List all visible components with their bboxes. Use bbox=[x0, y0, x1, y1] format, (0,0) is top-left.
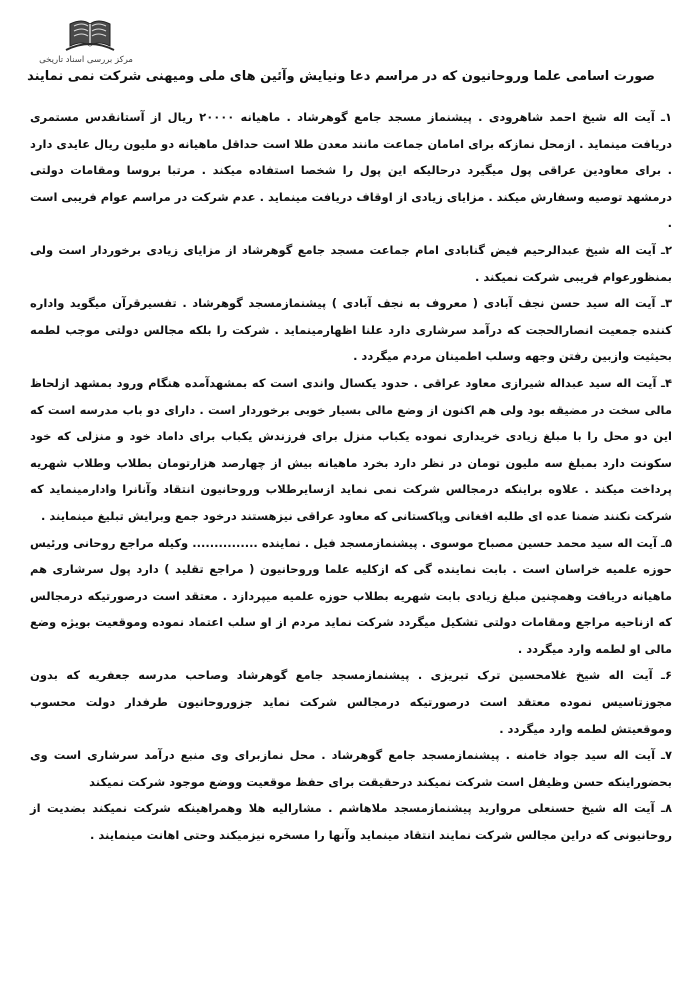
paragraph-1: ۱ـ آیت اله شیخ احمد شاهرودی . پیشنماز مسجد جامع گوهرشاد . ماهیانه ۲۰۰۰۰ ریال از آستانقدس مستمری دریافت مینماید . ازمحل نمازکه برای امامان جماعت مانند معدن طلا است حداقل ماهیانه دو ملیون ریال عایدی دارد . برای معاودین عراقی پول میگیرد درحالیکه این پول را شخصا استفاده میکند . مرتبا بروسا ومقامات دولتی درمشهد توصیه وسفارش میکند . مزایای زیادی از اوقاف دریافت مینماید . عدم شرکت در مراسم عوام فریبی است . bbox=[30, 110, 673, 231]
archive-logo bbox=[30, 14, 140, 70]
archive-book-logo-icon bbox=[62, 14, 118, 54]
document-title: صورت اسامی علما وروحانیون که در مراسم دعا ونیایش وآئین های ملی ومیهنی شرکت نمی نمایند bbox=[27, 69, 655, 84]
paragraph-4: ۴ـ آیت اله سید عبداله شیرازی معاود عراقی . حدود یکسال واندی است که بمشهدآمده هنگام ورود بمشهد ازلحاظ مالی سخت در مضیقه بود ولی هم اکنون از وضع مالی بسیار خوبی برخوردار است . دارای دو باب مدرسه است که این دو محل را با مبلغ زیادی خریداری نموده یکباب منزل برای فرزندش یکباب برای داماد خود و منزلی که خود سکونت دارد بمبلغ سه ملیون تومان در نظر دارد بخرد ماهیانه بیش از چهارصد هزارتومان بطلاب وطلاب شهریه پرداخت میکند . علاوه براینکه درمجالس شرکت نمی نماید ازسایرطلاب وروحانیون انتقاد وآنانرا وادارمینماید که شرکت نکنند ضمنا عده ای طلبه افغانی وپاکستانی که معاود عراقی نیزهستند درخود جمع وبرایش تبلیغ مینمایند . bbox=[30, 375, 672, 523]
paragraph-5: ۵ـ آیت اله سید محمد حسین مصباح موسوی . پیشنمازمسجد فیل . نماینده ............... وکیله مراجع روحانی ورئیس حوزه علمیه خراسان است . بابت نماینده گی که ازکلیه علما وروحانیون ( مراجع تقلید ) دارد پول سرشاری هم ماهیانه دریافت وهمچنین مبلغ زیادی بابت شهریه بطلاب حوزه علمیه میپردازد . معتقد است درصورتیکه درمجالس که ازناحیه مراجع ومقامات دولتی تشکیل میگردد شرکت نماید مردم از او سلب اعتماد نموده وموقعیت بویژه وضع مالی او لطمه وارد میگردد . bbox=[30, 535, 672, 656]
paragraph-2: ۲ـ آیت اله شیخ عبدالرحیم فیض گنابادی امام جماعت مسجد جامع گوهرشاد از مزایای زیادی برخوردار است ولی بمنظورعوام فریبی شرکت نمیکند . bbox=[30, 242, 672, 284]
paragraph-6: ۶ـ آیت اله شیخ غلامحسین ترک تبریزی . پیشنمازمسجد جامع گوهرشاد وصاحب مدرسه جعفریه که بدون مجوزتاسیس نموده معتقد است درصورتیکه درمجالس شرکت نماید جزوروحانیون طرفدار دولت محسوب وموقعیتش لطمه وارد میگردد . bbox=[30, 668, 672, 736]
logo-caption: مرکز بررسی اسناد تاریخی bbox=[39, 55, 133, 65]
document-body bbox=[30, 104, 672, 849]
paragraph-7: ۷ـ آیت اله سید جواد خامنه . پیشنمازمسجد جامع گوهرشاد . محل نمازبرای وی منبع درآمد سرشاری است وی بحضوراینکه حسن وظیفل است شرکت نمیکند درحقیقت برای حفظ موقعیت ووضع موجود شرکت نمیکند bbox=[30, 748, 672, 789]
paragraph-3: ۳ـ آیت اله سید حسن نجف آبادی ( معروف به نجف آبادی ) پیشنمازمسجد گوهرشاد . تفسیرقرآن میگوید واداره کننده جمعیت انصارالحجت که درآمد سرشاری دارد علنا اظهارمینماید . شرکت را بلکه مجالس دولتی موجب لطمه بحیثیت وازبین رفتن وجهه وسلب اطمینان مردم میگردد . bbox=[30, 296, 672, 364]
paragraph-8: ۸ـ آیت اله شیخ حسنعلی مروارید پیشنمازمسجد ملاهاشم . مشارالیه هلا وهمراهینکه شرکت نمیکند بضدیت از روحانیونی که دراین مجالس شرکت نمایند انتقاد مینماید وآنها را مسخره نیزمیکند وحتی اهانت مینمایند . bbox=[30, 801, 672, 843]
